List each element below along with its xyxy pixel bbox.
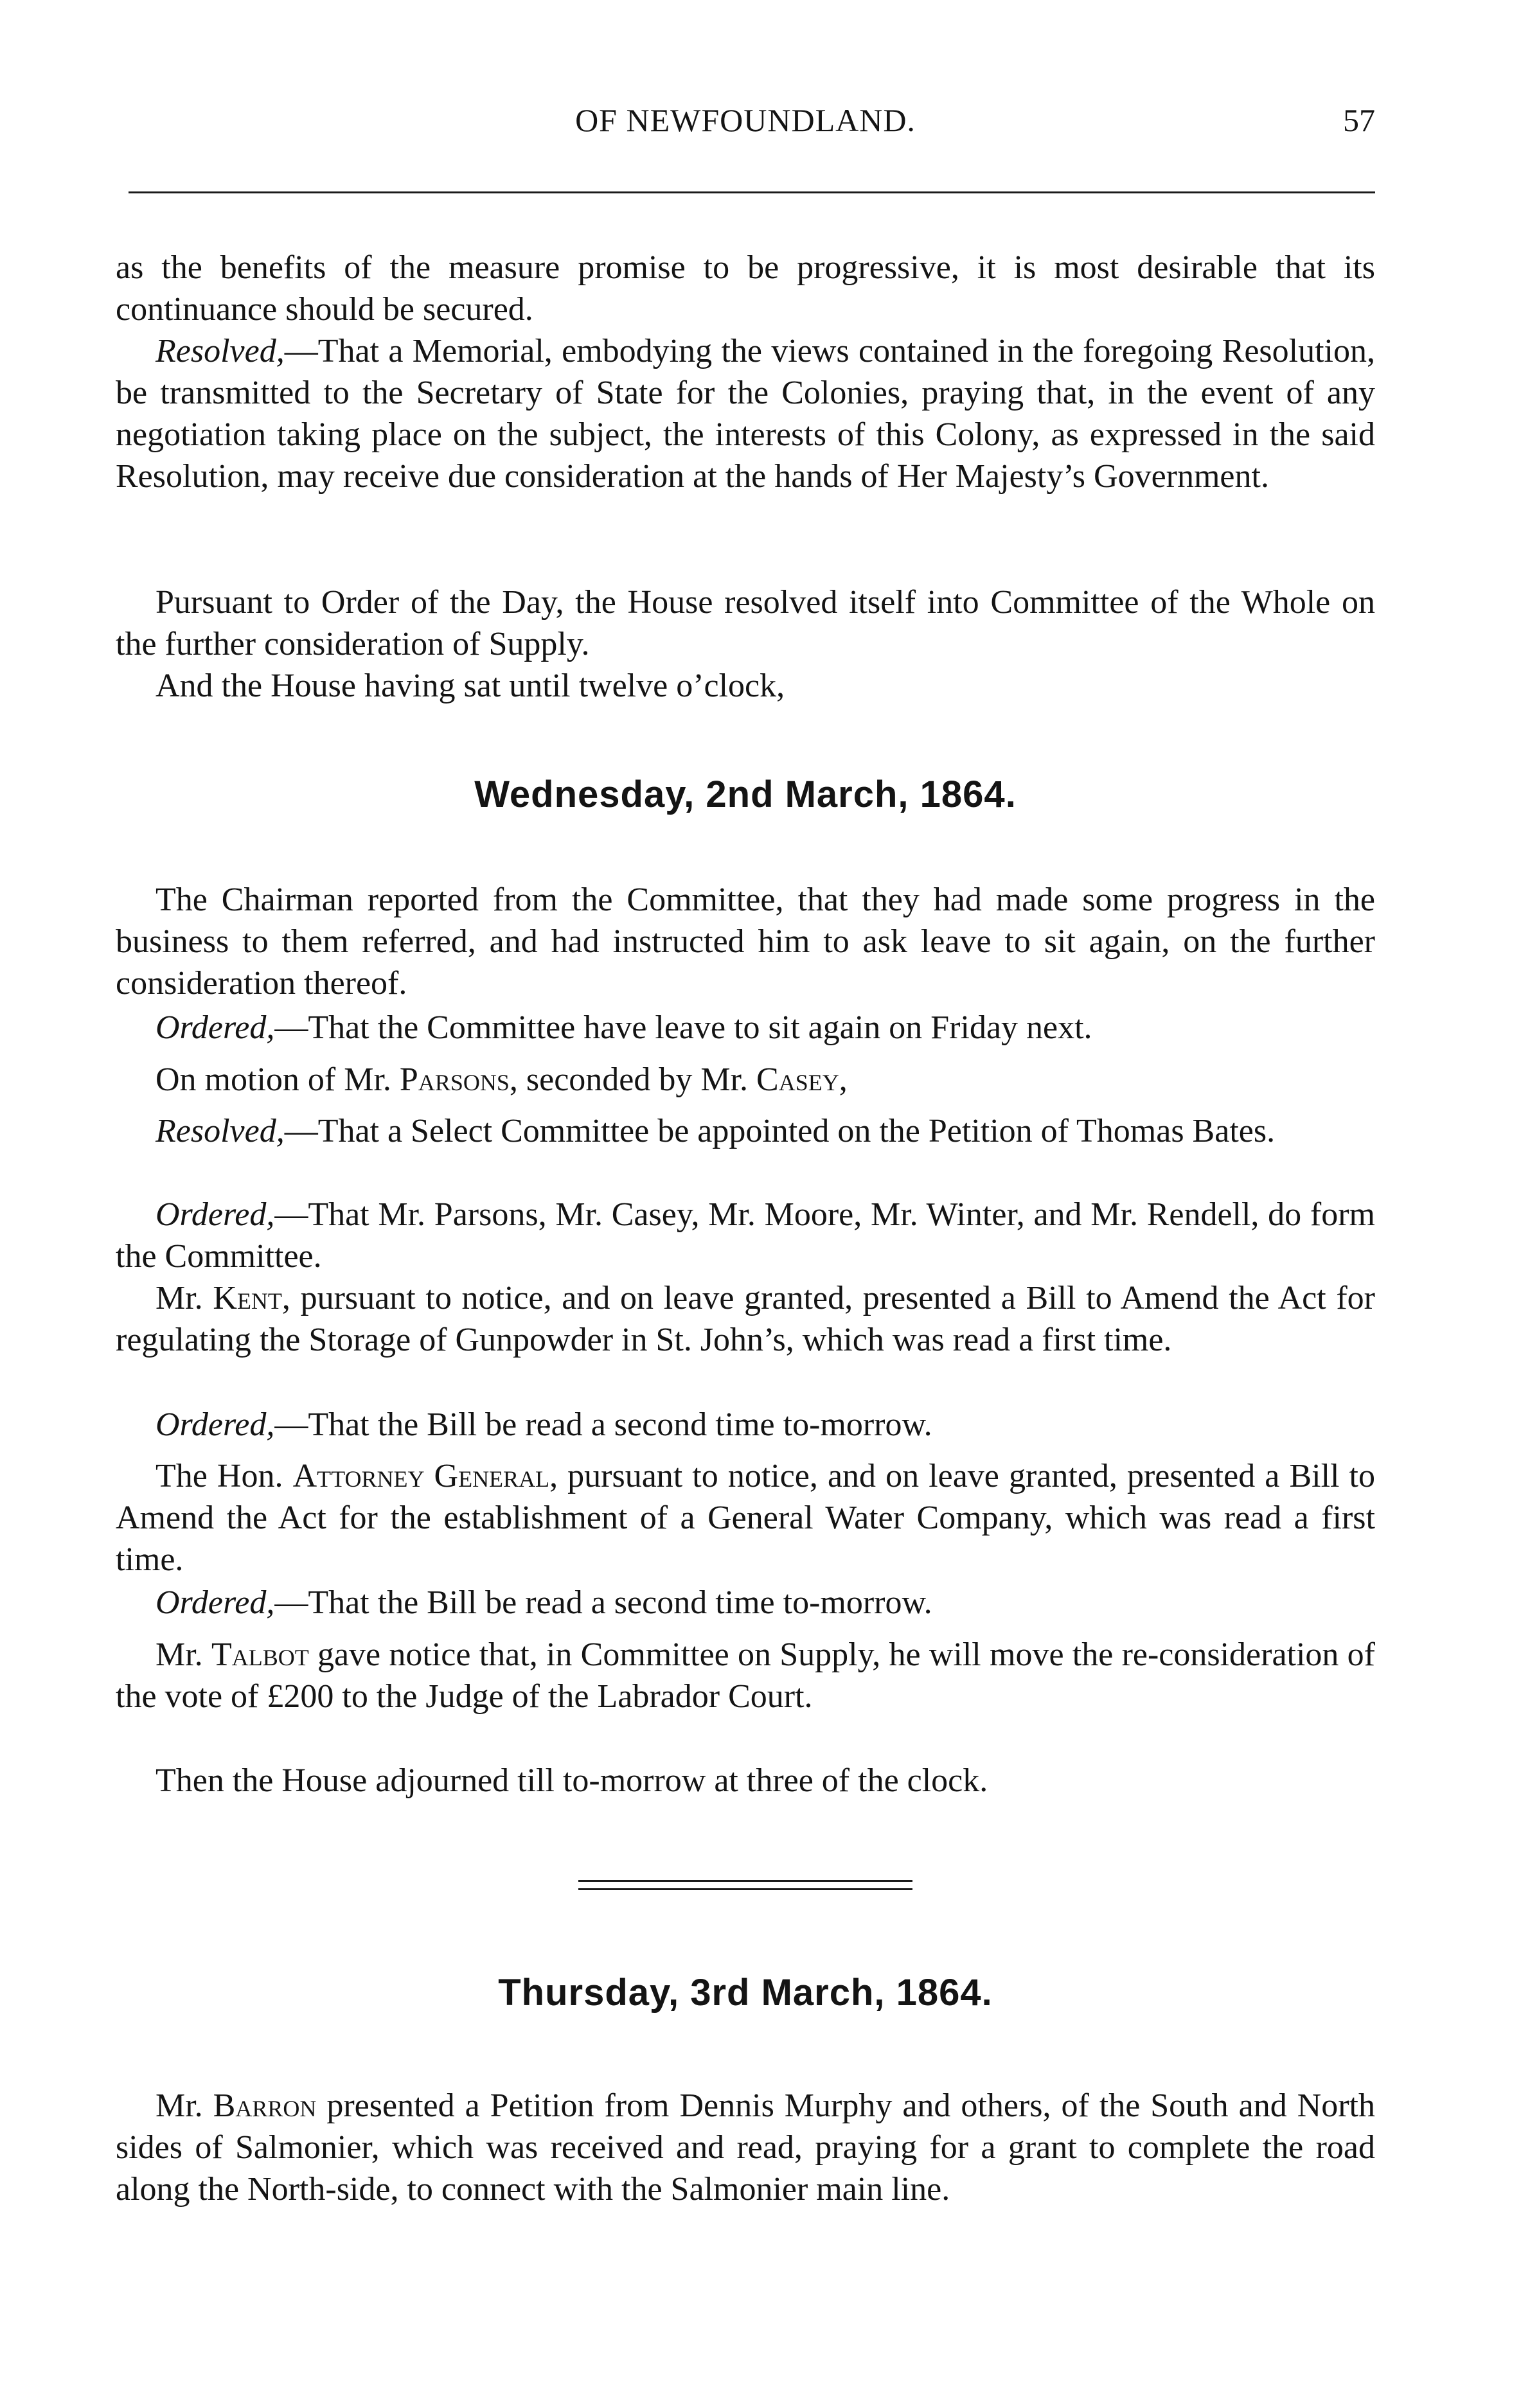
paragraph-chairman-report: The Chairman reported from the Committee, that they had made some progress in the business to them referred, and had instructed him to ask leave to sit again, on the further consideration thereof. (116, 881, 1375, 1002)
paragraph-house-sat: And the House having sat until twelve o’clock, (156, 668, 785, 704)
paragraph-ordered-second-reading-2 (116, 1582, 1375, 1624)
ordered-label: Ordered, (156, 1009, 275, 1046)
paragraph-text: —That the Committee have leave to sit again on Friday next. (274, 1009, 1092, 1046)
running-title: OF NEWFOUNDLAND. (575, 102, 916, 138)
page (116, 0, 1375, 2408)
paragraph-text: —That the Bill be read a second time to-morrow. (274, 1584, 932, 1621)
date-heading-thursday: Thursday, 3rd March, 1864. (498, 1972, 993, 2014)
member-name: Barron (213, 2087, 317, 2124)
section-divider (578, 1880, 912, 1890)
paragraph-motion: On motion of Mr. Parsons, seconded by Mr. Casey, (156, 1061, 848, 1098)
resolved-label: Resolved, (156, 1113, 285, 1149)
running-head (116, 85, 1375, 143)
member-name: Talbot (211, 1636, 309, 1673)
paragraph-order-of-day: Pursuant to Order of the Day, the House resolved itself into Committee of the Whole on the further consideration of Supply. (116, 584, 1375, 662)
paragraph-ordered-second-reading (116, 1404, 1375, 1446)
ordered-label: Ordered, (156, 1584, 275, 1621)
resolved-label: Resolved, (156, 333, 285, 369)
paragraph-ordered-leave (116, 1007, 1375, 1049)
paragraph-resolved-select-committee (116, 1110, 1375, 1152)
header-rule (129, 191, 1375, 193)
member-name: Attorney General (292, 1458, 550, 1494)
paragraph-ordered-committee (116, 1194, 1375, 1277)
member-name: Casey (756, 1061, 839, 1098)
ordered-label: Ordered, (156, 1196, 275, 1233)
paragraph-resolved-memorial (116, 330, 1375, 497)
ordered-label: Ordered, (156, 1406, 275, 1443)
paragraph-barron-petition: Mr. Barron presented a Petition from Dennis Murphy and others, of the South and North sides of Salmonier, which was received and read, praying for a grant to complete the road along the North-side, to connect with the Salmonier main line. (116, 2087, 1375, 2208)
paragraph-text: —That the Bill be read a second time to-morrow. (274, 1406, 932, 1443)
paragraph-attorney-general-bill: The Hon. Attorney General, pursuant to notice, and on leave granted, presented a Bill to Amend the Act for the establishment of a General Water Company, which was read a first time. (116, 1458, 1375, 1578)
page-number: 57 (1343, 102, 1375, 138)
paragraph-text: —That a Select Committee be appointed on the Petition of Thomas Bates. (284, 1113, 1276, 1149)
paragraph-continuation: as the benefits of the measure promise to be progressive, it is most desirable that its continuance should be secured. (116, 249, 1375, 328)
paragraph-talbot-notice: Mr. Talbot gave notice that, in Committee on Supply, he will move the re-consideration of the vote of £200 to the Judge of the Labrador Court. (116, 1636, 1375, 1715)
paragraph-text: —That Mr. Parsons, Mr. Casey, Mr. Moore, Mr. Winter, and Mr. Rendell, do form the Committee. (116, 1196, 1375, 1275)
paragraph-kent-bill: Mr. Kent, pursuant to notice, and on leave granted, presented a Bill to Amend the Act for regulating the Storage of Gunpowder in St. John’s, which was read a first time. (116, 1280, 1375, 1358)
member-name: Kent (213, 1280, 282, 1316)
paragraph-adjourned: Then the House adjourned till to-morrow at three of the clock. (156, 1762, 988, 1799)
member-name: Parsons (399, 1061, 510, 1098)
paragraph-text: —That a Memorial, embodying the views contained in the foregoing Resolution, be transmitted to the Secretary of State for the Colonies, praying that, in the event of any negotiation taking place on the subject, the interests of this Colony, as expressed in the said Resolution, may receive due consideration at the hands of Her Majesty’s Government. (116, 333, 1375, 495)
date-heading-wednesday: Wednesday, 2nd March, 1864. (474, 774, 1017, 815)
